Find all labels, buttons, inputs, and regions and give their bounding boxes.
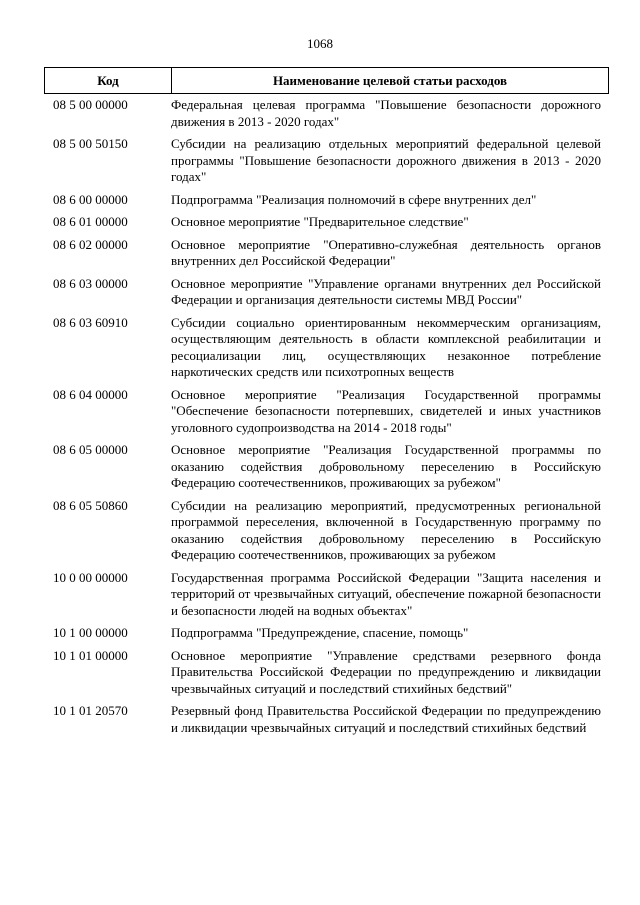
row-code: 10 1 00 00000 <box>53 625 128 640</box>
header-name: Наименование целевой статьи расходов <box>272 73 508 88</box>
table-row <box>53 276 601 309</box>
table-row <box>53 498 601 564</box>
table-row <box>53 97 601 130</box>
table-row <box>53 648 601 698</box>
table-row <box>53 214 601 231</box>
row-code: 08 6 04 00000 <box>53 386 128 402</box>
table-row <box>53 237 601 270</box>
row-code: 08 6 05 00000 <box>53 442 128 457</box>
row-name: Субсидии на реализацию отдельных мероприятий федеральной целевой программы "Повышение безопасности дорожного движения в 2013 - 2020 годах" <box>171 136 601 184</box>
row-code: 10 1 01 20570 <box>53 703 128 718</box>
table-row <box>53 442 601 492</box>
table-header <box>44 67 609 94</box>
row-name: Федеральная целевая программа "Повышение безопасности дорожного движения в 2013 - 2020 годах" <box>171 97 601 129</box>
row-code: 08 6 01 00000 <box>53 214 128 229</box>
row-name: Основное мероприятие "Предварительное следствие" <box>171 214 469 229</box>
row-name: Подпрограмма "Реализация полномочий в сфере внутренних дел" <box>171 191 537 207</box>
row-name: Основное мероприятие "Оперативно-служебная деятельность органов внутренних дел Российской Федерации" <box>171 236 601 268</box>
table-row <box>53 703 601 736</box>
table-row <box>53 192 601 209</box>
row-code: 08 6 05 50860 <box>53 497 128 513</box>
table-row <box>53 387 601 437</box>
row-code: 08 6 03 60910 <box>53 314 128 330</box>
page-number: 1068 <box>307 36 333 51</box>
table-body <box>53 97 601 742</box>
row-name: Основное мероприятие "Управление органами внутренних дел Российской Федерации и организация деятельности системы МВД России" <box>171 275 601 307</box>
table-row <box>53 625 601 642</box>
row-code: 10 1 01 00000 <box>53 647 128 663</box>
row-name: Государственная программа Российской Федерации "Защита населения и территорий от чрезвычайных ситуаций, обеспечение пожарной безопасности и безопасности людей на водных объектах" <box>171 569 601 618</box>
row-name: Основное мероприятие "Управление средствами резервного фонда Правительства Российской Федерации по предупреждению и ликвидации чрезвычайных ситуаций и последствий стихийных бедствий" <box>171 647 601 696</box>
row-name: Подпрограмма "Предупреждение, спасение, помощь" <box>171 625 469 640</box>
row-name: Основное мероприятие "Реализация Государственной программы "Обеспечение безопасности потерпевших, свидетелей и иных участников уголовного судопроизводства на 2014 - 2018 годы" <box>171 386 601 435</box>
row-name: Субсидии социально ориентированным некоммерческим организациям, осуществляющим деятельность в области комплексной реабилитации и ресоциализации лиц, осуществляющих незаконное потребление наркотических средств или психотропных веществ <box>171 314 601 379</box>
row-code: 08 6 00 00000 <box>53 191 128 207</box>
row-name: Основное мероприятие "Реализация Государственной программы по оказанию содействия добровольному переселению в Российскую Федерацию соотечественников, проживающих за рубежом" <box>171 442 601 490</box>
table-row <box>53 315 601 381</box>
row-name: Субсидии на реализацию мероприятий, предусмотренных региональной программой переселения, включенной в Государственную программу по оказанию содействия добровольному переселению в Российскую Федерацию соотечественников, проживающих за рубежом <box>171 497 601 562</box>
row-code: 08 6 02 00000 <box>53 236 128 252</box>
row-code: 08 5 00 00000 <box>53 97 128 112</box>
row-name: Резервный фонд Правительства Российской Федерации по предупреждению и ликвидации чрезвычайных ситуаций и последствий стихийных бедствий <box>171 703 601 735</box>
table-row <box>53 570 601 620</box>
row-code: 08 5 00 50150 <box>53 136 128 151</box>
table-row <box>53 136 601 186</box>
row-code: 08 6 03 00000 <box>53 275 128 291</box>
header-code: Код <box>45 68 172 93</box>
row-code: 10 0 00 00000 <box>53 569 128 585</box>
